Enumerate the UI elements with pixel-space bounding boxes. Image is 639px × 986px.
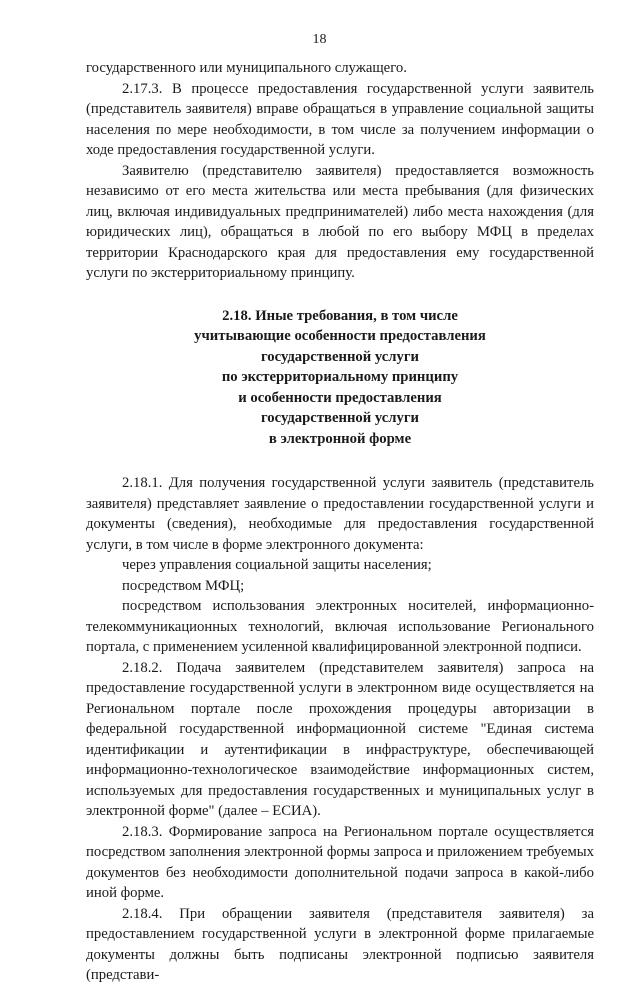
heading-line: в электронной форме (268, 430, 412, 447)
heading-line: государственной услуги (260, 348, 420, 365)
document-body (86, 58, 594, 986)
heading-line: государственной услуги (260, 410, 420, 426)
spacer (86, 449, 594, 473)
page-number: 18 (312, 32, 327, 47)
paragraph-2-18-4: 2.18.4. При обращении заявителя (представителя заявителя) за предоставлением государственной услуги в электронной форме прилагаемые документы должны быть подписаны электронной подписью заявителя (представи- (86, 905, 594, 983)
paragraph-2-17-3: 2.17.3. В процессе предоставления государственной услуги заявитель (представитель заявителя) вправе обращаться в управление социальной защиты населения по мере необходимости, в том числе за получением информации о ходе предоставления государственной услуги. (86, 80, 594, 158)
list-item-electronic: посредством использования электронных носителей, информационно-телекоммуникационных технологий, включая использование Регионального портала, с применением усиленной квалифицированной электронной подписи. (86, 598, 594, 655)
paragraph-2-18-1: 2.18.1. Для получения государственной услуги заявитель (представитель заявителя) представляет заявление о предоставлении государственной услуги и документы (сведения), необходимые для предоставления государственной услуги, в том числе в форме электронного документа: (86, 475, 594, 553)
heading-line: учитывающие особенности предоставления (194, 328, 486, 344)
heading-line: 2.18. Иные требования, в том числе (222, 307, 458, 324)
list-item-mfc: посредством МФЦ; (122, 577, 245, 594)
paragraph-extraterritorial: Заявителю (представителю заявителя) предоставляется возможность независимо от его места жительства или места пребывания (для физических лиц, включая индивидуальных предпринимателей) либо места нахождения (для юридических лиц), обращаться в любой по его выбору МФЦ в пределах территории Краснодарского края для предоставления ему государственной услуги по экстерриториальному принципу. (86, 162, 594, 281)
paragraph-2-18-3: 2.18.3. Формирование запроса на Региональном портале осуществляется посредством заполнения электронной формы запроса и приложением требуемых документов без необходимости дополнительной подачи запроса в какой-либо иной форме. (86, 823, 594, 901)
paragraph-continuation: государственного или муниципального служащего. (86, 60, 407, 76)
section-heading-2-18 (86, 306, 594, 450)
paragraph-2-18-2: 2.18.2. Подача заявителем (представителем заявителя) запроса на предоставление государственной услуги в электронном виде осуществляется на Региональном портале после прохождения процедуры авторизации в федеральной государственной информационной системе "Единая система идентификации и аутентификации в инфраструктуре, обеспечивающей информационно-технологическое взаимодействие информационных систем, используемых для предоставления государственных и муниципальных услуг в электронной форме" (далее – ЕСИА). (86, 659, 594, 819)
list-item-social-protection: через управления социальной защиты населения; (122, 557, 432, 573)
heading-line: и особенности предоставления (238, 389, 442, 406)
heading-line: по экстерриториальному принципу (221, 369, 459, 385)
